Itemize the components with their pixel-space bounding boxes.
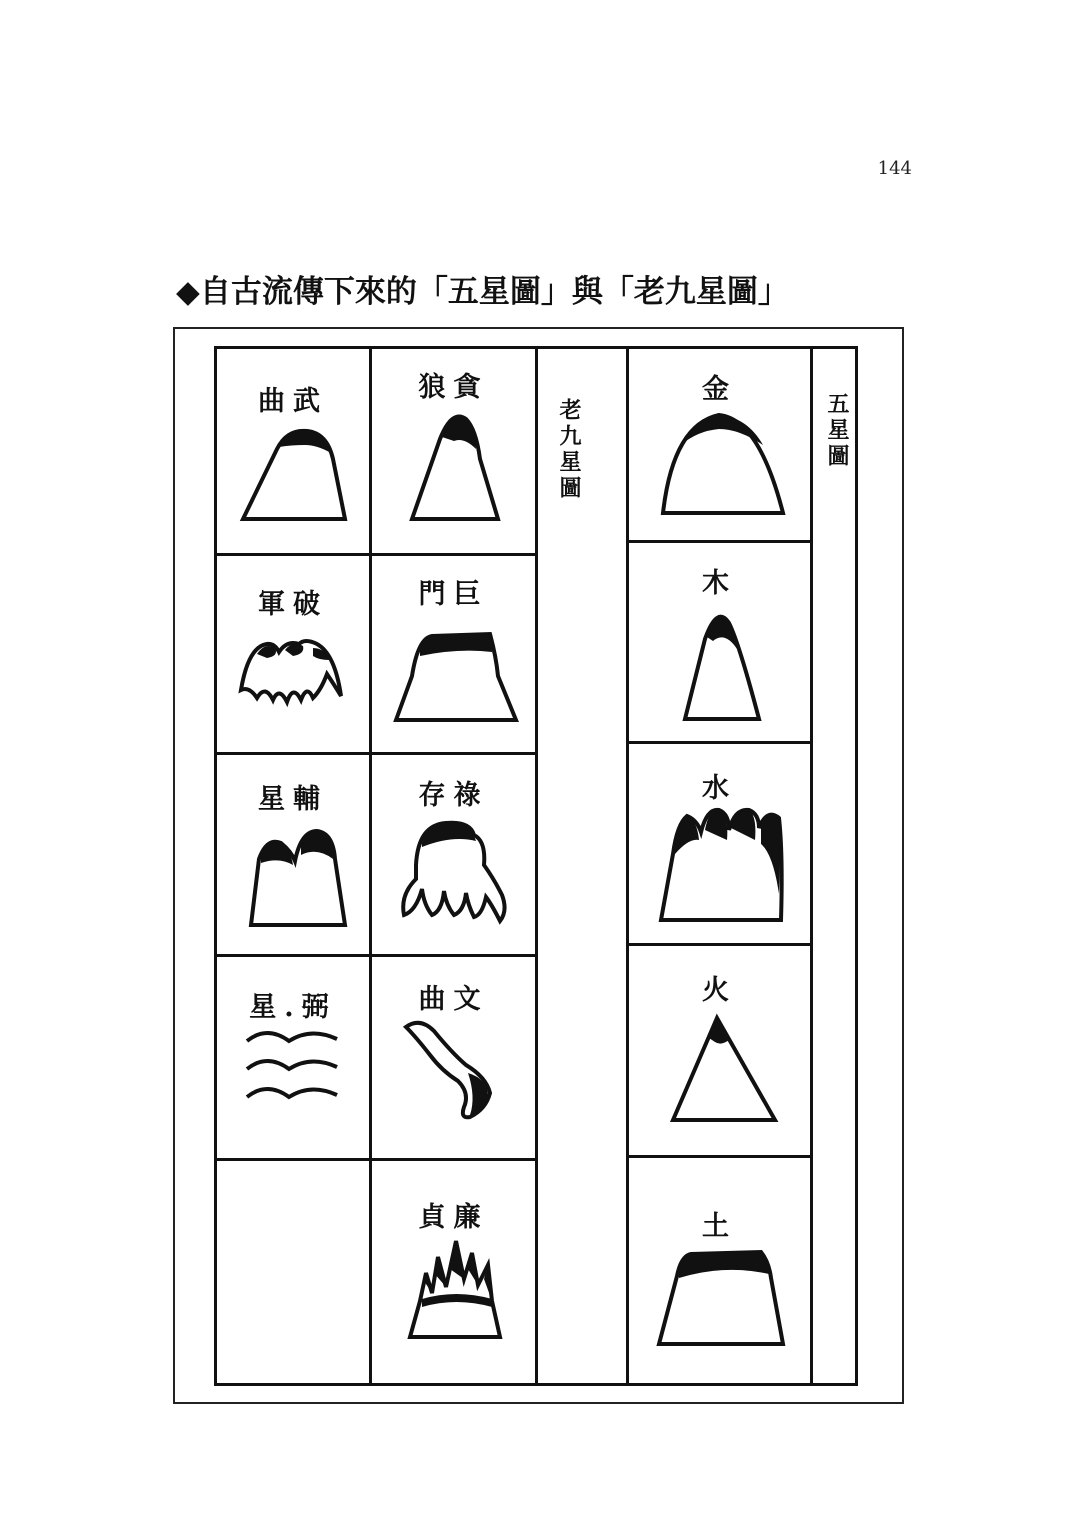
nine-star-cell (372, 755, 535, 954)
star-label: 狼貪 (418, 372, 489, 403)
star-label: 存祿 (418, 780, 489, 811)
water-mountain-icon (629, 744, 810, 943)
star-label: 星輔 (258, 784, 328, 815)
nine-star-title: 老九星圖 (556, 398, 582, 502)
five-star-title: 五星圖 (824, 392, 850, 470)
five-star-cell (629, 349, 810, 540)
earth-mountain-icon (629, 1158, 810, 1383)
nine-star-cell (217, 349, 369, 553)
star-label: 星.弼 (249, 992, 337, 1023)
fringed-mountain-icon (372, 755, 535, 954)
five-star-cell (629, 1158, 810, 1383)
five-star-cell (629, 744, 810, 943)
wood-mountain-icon (629, 543, 810, 741)
fire-mountain-icon (629, 946, 810, 1155)
star-label: 貞廉 (418, 1202, 489, 1233)
nine-star-cell (372, 349, 535, 553)
star-label: 曲文 (418, 984, 489, 1015)
wave-lines-icon (217, 957, 369, 1158)
nine-star-title-column (535, 346, 629, 1386)
nine-star-cell (372, 556, 535, 752)
star-label: 曲武 (258, 386, 328, 417)
nine-star-cell (372, 957, 535, 1158)
element-label: 火 (702, 975, 737, 1006)
nine-star-cell (372, 1161, 535, 1383)
element-label: 金 (702, 374, 737, 405)
nine-star-cell (217, 957, 369, 1158)
nine-star-cell (217, 755, 369, 954)
star-label: 軍破 (258, 589, 328, 620)
serpentine-mountain-icon (372, 957, 535, 1158)
five-star-title-column (810, 346, 858, 1386)
metal-mountain-icon (629, 349, 810, 540)
twin-peak-mountain-icon (217, 755, 369, 954)
star-label: 門巨 (418, 579, 489, 610)
nine-star-cell-empty (217, 1161, 369, 1383)
pointed-peak-mountain-icon (372, 349, 535, 553)
flat-top-mountain-icon (372, 556, 535, 752)
element-label: 土 (702, 1211, 737, 1242)
round-peak-mountain-icon (217, 349, 369, 553)
element-label: 木 (702, 568, 737, 599)
nine-star-cell (217, 556, 369, 752)
element-label: 水 (702, 773, 737, 804)
page-number: 144 (877, 158, 912, 179)
spiked-mountain-icon (372, 1161, 535, 1383)
five-star-cell (629, 543, 810, 741)
five-star-cell (629, 946, 810, 1155)
broken-wavy-mountain-icon (217, 556, 369, 752)
figure-heading: ◆自古流傳下來的「五星圖」與「老九星圖」 (176, 274, 789, 310)
